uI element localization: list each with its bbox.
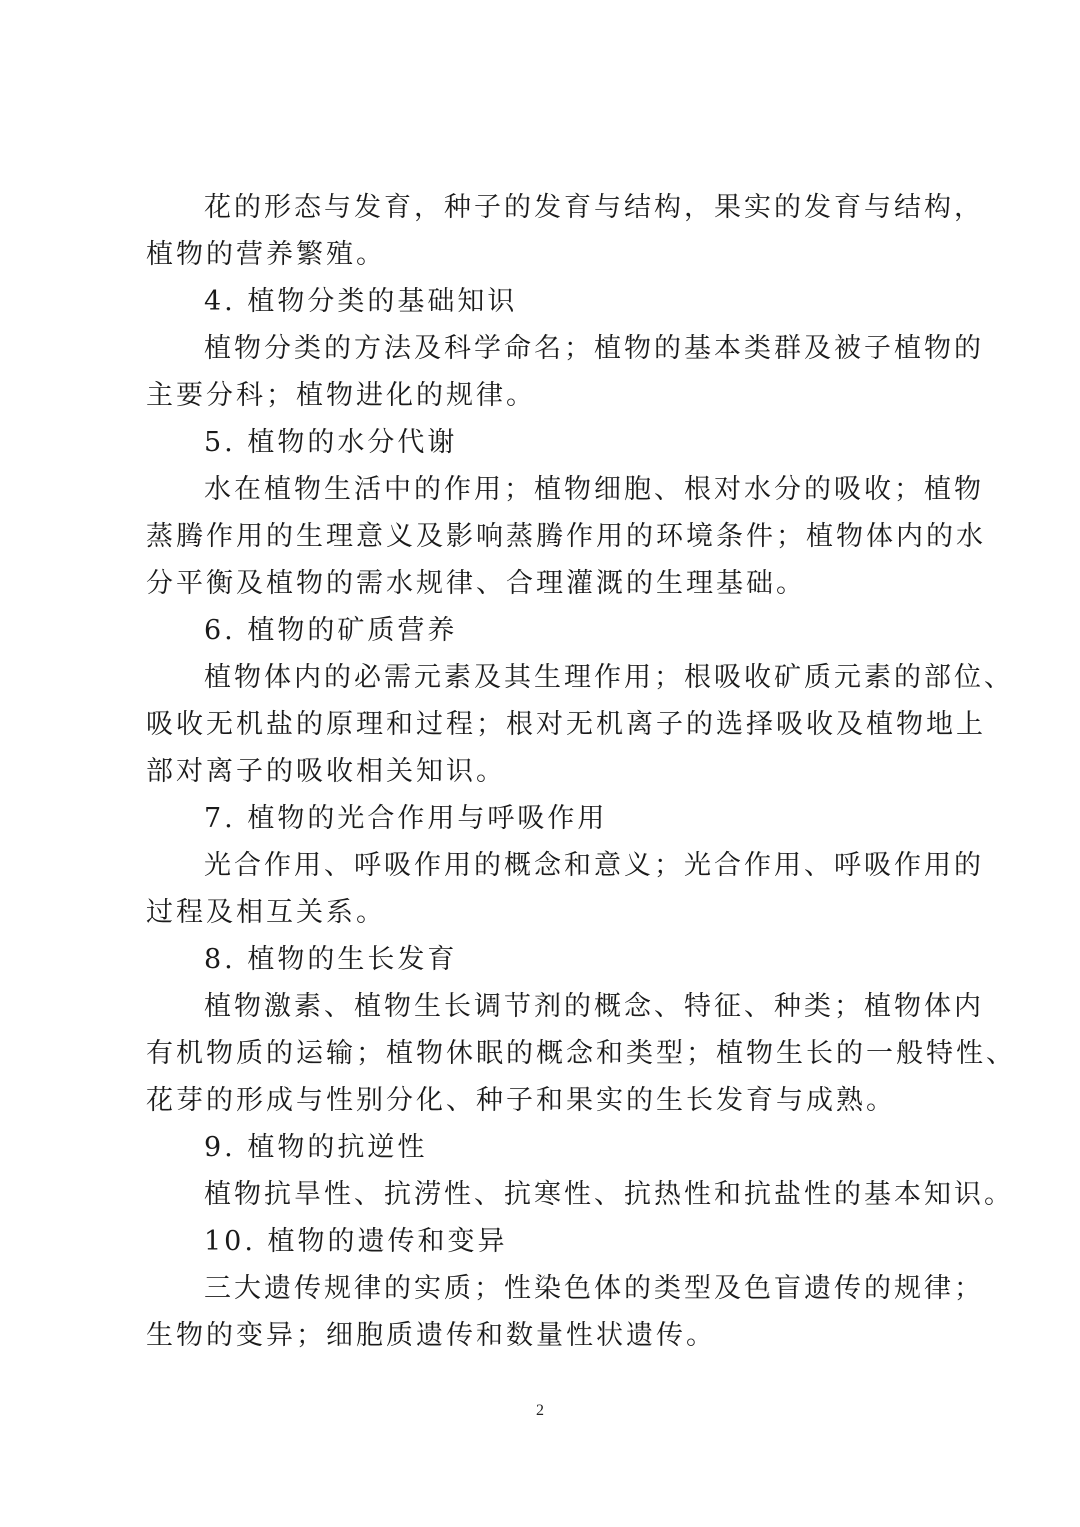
text-line: 生物的变异；细胞质遗传和数量性状遗传。: [146, 1320, 716, 1351]
text-line: 过程及相互关系。: [146, 897, 386, 928]
text-line: 三大遗传规律的实质；性染色体的类型及色盲遗传的规律；: [204, 1273, 984, 1304]
text-line: 分平衡及植物的需水规律、合理灌溉的生理基础。: [146, 568, 806, 599]
section-heading: 8. 植物的生长发育: [204, 944, 458, 975]
text-line: 植物激素、植物生长调节剂的概念、特征、种类；植物体内: [204, 991, 984, 1022]
text-line: 植物的营养繁殖。: [146, 239, 386, 270]
section-heading: 7. 植物的光合作用与呼吸作用: [204, 803, 608, 834]
text-line: 部对离子的吸收相关知识。: [146, 756, 506, 787]
text-line: 花的形态与发育，种子的发育与结构，果实的发育与结构，: [204, 192, 984, 223]
section-heading: 10. 植物的遗传和变异: [204, 1226, 508, 1257]
text-line: 蒸腾作用的生理意义及影响蒸腾作用的环境条件；植物体内的水: [146, 521, 986, 552]
section-heading: 4. 植物分类的基础知识: [204, 286, 518, 317]
section-heading: 9. 植物的抗逆性: [204, 1132, 428, 1163]
document-body: [146, 184, 1016, 1359]
text-line: 植物体内的必需元素及其生理作用；根吸收矿质元素的部位、: [204, 662, 1014, 693]
section-heading: 5. 植物的水分代谢: [204, 427, 458, 458]
text-line: 水在植物生活中的作用；植物细胞、根对水分的吸收；植物: [204, 474, 984, 505]
text-line: 吸收无机盐的原理和过程；根对无机离子的选择吸收及植物地上: [146, 709, 986, 740]
text-line: 主要分科；植物进化的规律。: [146, 380, 536, 411]
text-line: 植物分类的方法及科学命名；植物的基本类群及被子植物的: [204, 333, 984, 364]
section-heading: 6. 植物的矿质营养: [204, 615, 458, 646]
text-line: 有机物质的运输；植物休眠的概念和类型；植物生长的一般特性、: [146, 1038, 1016, 1069]
text-line: 花芽的形成与性别分化、种子和果实的生长发育与成熟。: [146, 1085, 896, 1116]
text-line: 光合作用、呼吸作用的概念和意义；光合作用、呼吸作用的: [204, 850, 984, 881]
text-line: 植物抗旱性、抗涝性、抗寒性、抗热性和抗盐性的基本知识。: [204, 1179, 1014, 1210]
page-number: 2: [536, 1402, 544, 1419]
